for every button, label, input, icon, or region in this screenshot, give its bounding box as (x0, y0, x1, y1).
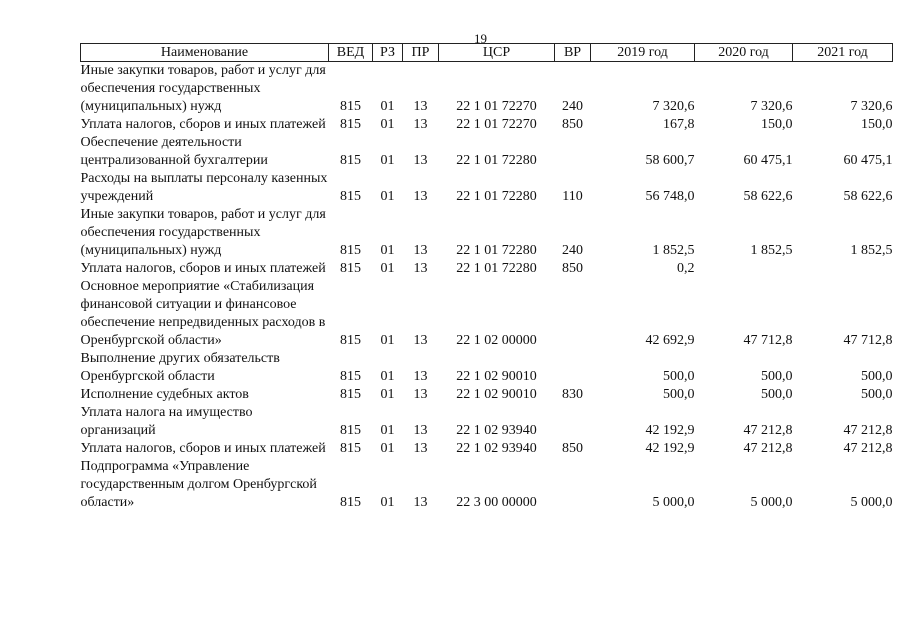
row-2020: 500,0 (761, 369, 793, 384)
row-2021: 7 320,6 (850, 99, 893, 114)
row-2020: 7 320,6 (750, 99, 793, 114)
row-csr: 22 1 01 72280 (456, 189, 537, 204)
row-csr: 22 1 02 00000 (456, 333, 537, 348)
row-pr: 13 (413, 441, 428, 456)
row-ved: 815 (340, 153, 361, 168)
row-2020: 150,0 (761, 117, 793, 132)
row-vr: 850 (562, 117, 583, 132)
table-row (81, 404, 893, 440)
row-rz: 01 (380, 243, 395, 258)
header-vr: ВР (555, 44, 591, 62)
row-2019: 42 192,9 (645, 423, 695, 438)
row-name: Расходы на выплаты персоналу казенных учреждений (80, 171, 328, 204)
header-csr: ЦСР (439, 44, 555, 62)
row-ved: 815 (340, 369, 361, 384)
row-2021: 5 000,0 (850, 495, 893, 510)
row-2019: 42 192,9 (645, 441, 695, 456)
row-name: Подпрограмма «Управление государственным долгом Оренбургской области» (80, 459, 317, 510)
row-name: Выполнение других обязательств Оренбургской области (80, 351, 280, 384)
row-2020: 60 475,1 (743, 153, 793, 168)
row-2021: 150,0 (861, 117, 893, 132)
row-rz: 01 (380, 369, 395, 384)
row-vr: 110 (562, 189, 583, 204)
row-rz: 01 (380, 333, 395, 348)
row-ved: 815 (340, 99, 361, 114)
row-2021 (793, 260, 893, 278)
table-row (81, 260, 893, 278)
table-row (81, 458, 893, 512)
row-vr: 240 (562, 243, 583, 258)
row-rz: 01 (380, 189, 395, 204)
table-row (81, 134, 893, 170)
row-csr: 22 1 02 90010 (456, 387, 537, 402)
row-rz: 01 (380, 153, 395, 168)
row-ved: 815 (340, 495, 361, 510)
row-name: Обеспечение деятельности централизованной бухгалтерии (80, 135, 268, 168)
header-2019: 2019 год (591, 44, 695, 62)
row-ved: 815 (340, 189, 361, 204)
row-rz: 01 (380, 387, 395, 402)
row-2019: 0,2 (677, 261, 695, 276)
row-name: Уплата налогов, сборов и иных платежей (80, 117, 326, 132)
row-2020: 47 212,8 (743, 441, 793, 456)
row-2019: 167,8 (663, 117, 695, 132)
row-vr: 830 (562, 387, 583, 402)
row-2019: 7 320,6 (652, 99, 695, 114)
row-pr: 13 (413, 495, 428, 510)
row-csr: 22 1 01 72280 (456, 261, 537, 276)
row-name: Уплата налога на имущество организаций (80, 405, 253, 438)
row-vr (555, 350, 591, 386)
header-ved: ВЕД (329, 44, 373, 62)
row-name: Иные закупки товаров, работ и услуг для обеспечения государственных (муниципальных) нужд (80, 63, 326, 114)
row-2021: 500,0 (861, 369, 893, 384)
row-rz: 01 (380, 423, 395, 438)
row-name: Уплата налогов, сборов и иных платежей (80, 441, 326, 456)
row-2020: 58 622,6 (743, 189, 793, 204)
table-row (81, 278, 893, 350)
header-2020: 2020 год (695, 44, 793, 62)
row-2019: 5 000,0 (652, 495, 695, 510)
row-pr: 13 (413, 189, 428, 204)
header-pr: ПР (403, 44, 439, 62)
row-csr: 22 1 01 72270 (456, 99, 537, 114)
row-2021: 500,0 (861, 387, 893, 402)
row-2021: 1 852,5 (850, 243, 893, 258)
row-csr: 22 1 01 72280 (456, 153, 537, 168)
row-pr: 13 (413, 261, 428, 276)
row-ved: 815 (340, 387, 361, 402)
table-row (81, 440, 893, 458)
row-vr (555, 278, 591, 350)
row-2021: 60 475,1 (843, 153, 893, 168)
row-pr: 13 (413, 117, 428, 132)
row-2019: 1 852,5 (652, 243, 695, 258)
row-vr (555, 404, 591, 440)
page-number: 19 (474, 31, 487, 46)
header-2021: 2021 год (793, 44, 893, 62)
header-rz: РЗ (373, 44, 403, 62)
row-vr: 240 (562, 99, 583, 114)
row-rz: 01 (380, 117, 395, 132)
row-pr: 13 (413, 99, 428, 114)
row-ved: 815 (340, 243, 361, 258)
row-2019: 58 600,7 (645, 153, 695, 168)
row-csr: 22 1 01 72270 (456, 117, 537, 132)
row-rz: 01 (380, 99, 395, 114)
table-row (81, 170, 893, 206)
table-row (81, 62, 893, 117)
row-2019: 500,0 (663, 387, 695, 402)
row-2021: 58 622,6 (843, 189, 893, 204)
header-name: Наименование (81, 44, 329, 62)
row-2021: 47 212,8 (843, 423, 893, 438)
table-row (81, 386, 893, 404)
row-2020 (695, 260, 793, 278)
row-2019: 56 748,0 (645, 189, 695, 204)
row-rz: 01 (380, 261, 395, 276)
row-csr: 22 1 01 72280 (456, 243, 537, 258)
row-rz: 01 (380, 495, 395, 510)
row-name: Исполнение судебных актов (80, 387, 249, 402)
row-pr: 13 (413, 333, 428, 348)
row-ved: 815 (340, 333, 361, 348)
row-2019: 500,0 (663, 369, 695, 384)
row-pr: 13 (413, 387, 428, 402)
row-2020: 47 712,8 (743, 333, 793, 348)
row-ved: 815 (340, 441, 361, 456)
row-vr (555, 134, 591, 170)
table-row (81, 350, 893, 386)
row-pr: 13 (413, 423, 428, 438)
row-2020: 1 852,5 (750, 243, 793, 258)
row-pr: 13 (413, 153, 428, 168)
row-csr: 22 1 02 93940 (456, 423, 537, 438)
row-vr (555, 458, 591, 512)
row-pr: 13 (413, 369, 428, 384)
row-vr: 850 (562, 441, 583, 456)
row-name: Иные закупки товаров, работ и услуг для обеспечения государственных (муниципальных) нужд (80, 207, 326, 258)
table-row (81, 206, 893, 260)
row-name: Уплата налогов, сборов и иных платежей (80, 261, 326, 276)
budget-table (80, 43, 893, 512)
row-ved: 815 (340, 261, 361, 276)
row-csr: 22 3 00 00000 (456, 495, 537, 510)
row-2020: 500,0 (761, 387, 793, 402)
row-pr: 13 (413, 243, 428, 258)
row-rz: 01 (380, 441, 395, 456)
row-2019: 42 692,9 (645, 333, 695, 348)
row-2020: 5 000,0 (750, 495, 793, 510)
row-2021: 47 212,8 (843, 441, 893, 456)
row-ved: 815 (340, 117, 361, 132)
row-csr: 22 1 02 90010 (456, 369, 537, 384)
row-vr: 850 (562, 261, 583, 276)
row-name: Основное мероприятие «Стабилизация финансовой ситуации и финансовое обеспечение непредвиденных расходов в Оренбургской области» (80, 279, 326, 348)
row-ved: 815 (340, 423, 361, 438)
table-row (81, 116, 893, 134)
row-2020: 47 212,8 (743, 423, 793, 438)
row-2021: 47 712,8 (843, 333, 893, 348)
table-header-row (81, 44, 893, 62)
row-csr: 22 1 02 93940 (456, 441, 537, 456)
